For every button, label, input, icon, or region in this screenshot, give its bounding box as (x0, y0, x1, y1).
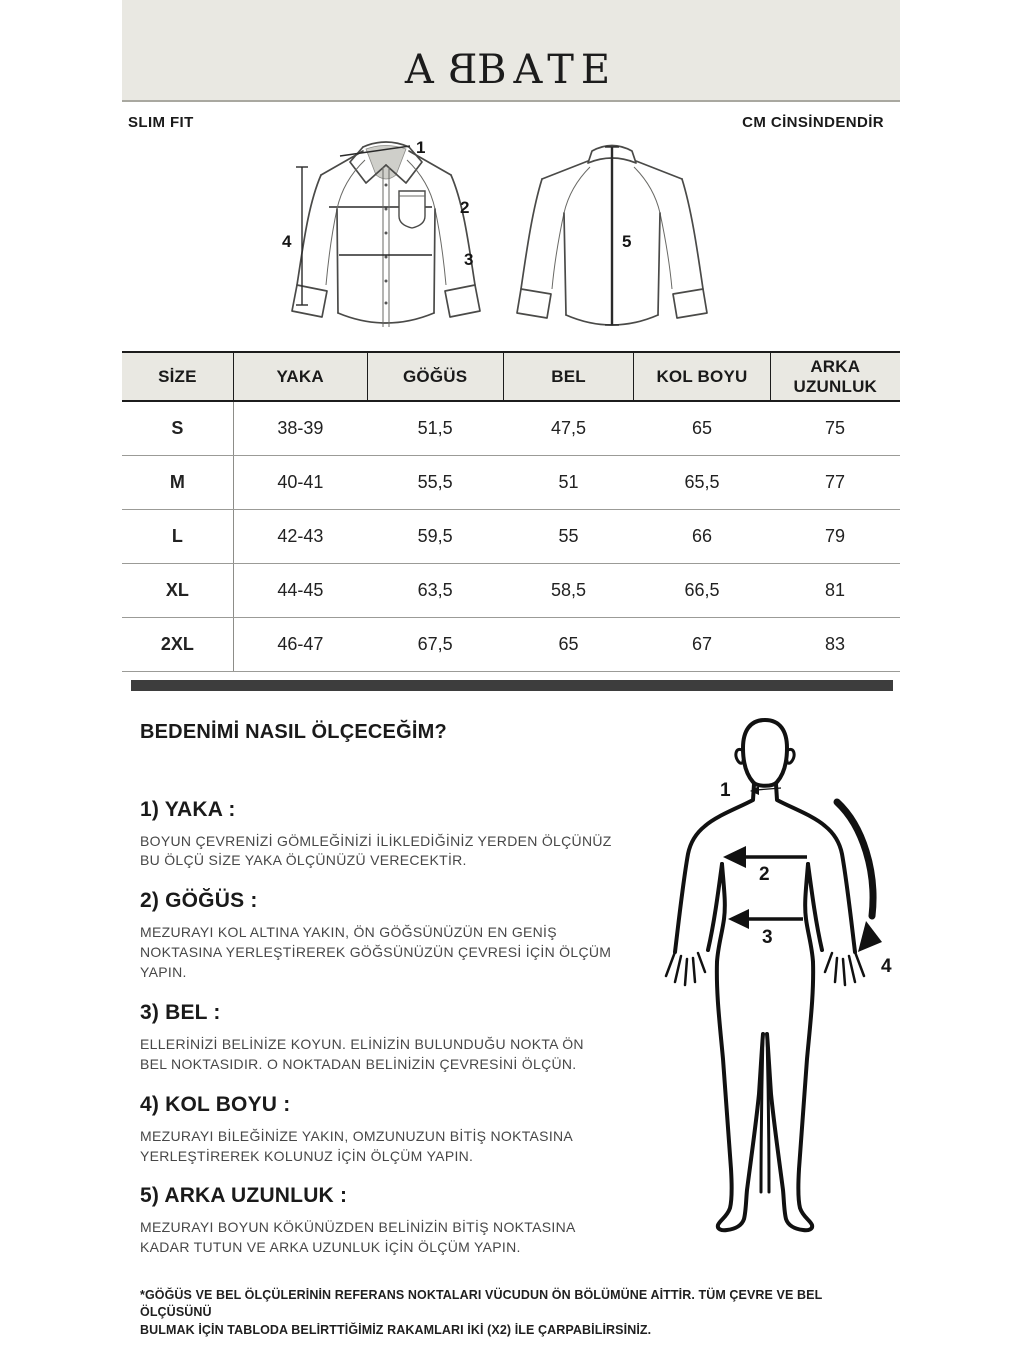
table-row (122, 617, 900, 671)
section-text-line: MEZURAYI KOL ALTINA YAKIN, ÖN GÖĞSÜNÜZÜN EN GENİŞ (140, 924, 557, 941)
body-figure-diagram (660, 714, 990, 1254)
cell-value: 38-39 (233, 401, 367, 455)
cell-value: 58,5 (503, 563, 634, 617)
cell-value: 67,5 (367, 617, 503, 671)
col-header-arka-uzunluk: ARKA UZUNLUK (770, 352, 900, 401)
cell-value: 79 (770, 509, 900, 563)
front-label-1: 1 (416, 138, 426, 157)
guide-title: BEDENİMİ NASIL ÖLÇECEĞİM? (140, 720, 447, 743)
guide-section-arka-uzunluk (140, 1184, 634, 1258)
cell-value: 44-45 (233, 563, 367, 617)
logo-letter-a: A (404, 47, 441, 93)
section-heading: 4) KOL BOYU : (140, 1092, 291, 1116)
cell-value: 65,5 (634, 455, 770, 509)
guide-section-yaka (140, 798, 634, 872)
shirt-front-diagram (280, 135, 492, 343)
table-row (122, 563, 900, 617)
unit-label: CM CİNSİNDENDİR (742, 114, 884, 131)
table-header-row (122, 352, 900, 401)
footnote (140, 1287, 854, 1340)
cell-value: 51 (503, 455, 634, 509)
guide-section-gogus (140, 889, 634, 983)
cell-value: 47,5 (503, 401, 634, 455)
guide-section-kol-boyu (140, 1093, 634, 1167)
cell-value: 46-47 (233, 617, 367, 671)
size-table (122, 351, 900, 672)
footnote-line: *GÖĞÜS VE BEL ÖLÇÜLERİNİN REFERANS NOKTALARI VÜCUDUN ÖN BÖLÜMÜNE AİTTİR. TÜM ÇEVRE VE BEL ÖLÇÜSÜNÜ (140, 1287, 823, 1319)
brand-header (122, 0, 900, 102)
cell-value: 67 (634, 617, 770, 671)
figure-label-4: 4 (881, 955, 892, 977)
shirt-diagrams (122, 135, 900, 343)
cell-value: 66 (634, 509, 770, 563)
cell-value: 77 (770, 455, 900, 509)
size-label: S (122, 401, 233, 455)
cell-value: 55 (503, 509, 634, 563)
section-text-line: BOYUN ÇEVRENİZİ GÖMLEĞİNİZİ İLİKLEDİĞİNİZ YERDEN ÖLÇÜNÜZ (140, 832, 612, 849)
col-header-kol-boyu: KOL BOYU (634, 352, 770, 401)
section-text-line: BU ÖLÇÜ SİZE YAKA ÖLÇÜNÜZÜ VERECEKTİR. (140, 852, 467, 869)
back-label-5: 5 (622, 232, 632, 251)
section-heading: 5) ARKA UZUNLUK : (140, 1184, 348, 1208)
figure-label-1: 1 (720, 779, 731, 801)
front-label-2: 2 (460, 198, 470, 217)
section-text-line: MEZURAYI BOYUN KÖKÜNÜZDEN BELİNİZİN BİTİŞ NOKTASINA (140, 1219, 576, 1236)
cell-value: 81 (770, 563, 900, 617)
table-row (122, 401, 900, 455)
cell-value: 51,5 (367, 401, 503, 455)
table-row (122, 509, 900, 563)
logo-mirrored-b: B (440, 47, 478, 93)
section-text-line: YERLEŞTİREREK KOLUNUZ İÇİN ÖLÇÜM YAPIN. (140, 1147, 474, 1164)
cell-value: 83 (770, 617, 900, 671)
guide-section-bel (140, 1001, 634, 1075)
section-text-line: KADAR TUTUN VE ARKA UZUNLUK İÇİN ÖLÇÜM YAPIN. (140, 1239, 521, 1256)
col-header-size: SİZE (122, 352, 233, 401)
col-header-yaka: YAKA (233, 352, 367, 401)
cell-value: 42-43 (233, 509, 367, 563)
cell-value: 63,5 (367, 563, 503, 617)
cell-value: 59,5 (367, 509, 503, 563)
cell-value: 65 (503, 617, 634, 671)
section-text-line: NOKTASINA YERLEŞTİREREK GÖĞSÜNÜZÜN ÇEVRESİ İÇİN ÖLÇÜM (140, 944, 612, 961)
figure-label-3: 3 (762, 926, 773, 948)
front-label-4: 4 (282, 232, 292, 251)
size-label: L (122, 509, 233, 563)
table-row (122, 455, 900, 509)
front-label-3: 3 (464, 250, 474, 269)
col-header-bel: BEL (503, 352, 634, 401)
size-chart-page (122, 0, 900, 1339)
table-bottom-bar (131, 680, 893, 691)
col-header-gogus: GÖĞÜS (367, 352, 503, 401)
section-text-line: MEZURAYI BİLEĞİNİZE YAKIN, OMZUNUZUN BİTİŞ NOKTASINA (140, 1127, 574, 1144)
cell-value: 55,5 (367, 455, 503, 509)
footnote-line: BULMAK İÇİN TABLODA BELİRTTİĞİMİZ RAKAMLARI İKİ (X2) İLE ÇARPABİLİRSİNİZ. (140, 1322, 652, 1337)
fit-label: SLIM FIT (128, 114, 194, 131)
logo-rest: BATE (477, 47, 618, 93)
brand-logo (404, 47, 618, 93)
section-heading: 1) YAKA : (140, 797, 236, 821)
figure-label-2: 2 (759, 863, 770, 885)
section-text-line: YAPIN. (140, 964, 187, 980)
measuring-guide (122, 691, 900, 1273)
section-text-line: ELLERİNİZİ BELİNİZE KOYUN. ELİNİZİN BULUNDUĞU NOKTA ÖN (140, 1035, 584, 1052)
size-label: M (122, 455, 233, 509)
section-heading: 2) GÖĞÜS : (140, 889, 258, 913)
size-label: XL (122, 563, 233, 617)
cell-value: 65 (634, 401, 770, 455)
size-label: 2XL (122, 617, 233, 671)
cell-value: 66,5 (634, 563, 770, 617)
shirt-back-diagram (512, 135, 714, 343)
section-heading: 3) BEL : (140, 1000, 221, 1024)
subheader (122, 114, 900, 131)
section-text-line: BEL NOKTASIDIR. O NOKTADAN BELİNİZİN ÇEVRESİNİ ÖLÇÜN. (140, 1055, 577, 1072)
cell-value: 75 (770, 401, 900, 455)
cell-value: 40-41 (233, 455, 367, 509)
